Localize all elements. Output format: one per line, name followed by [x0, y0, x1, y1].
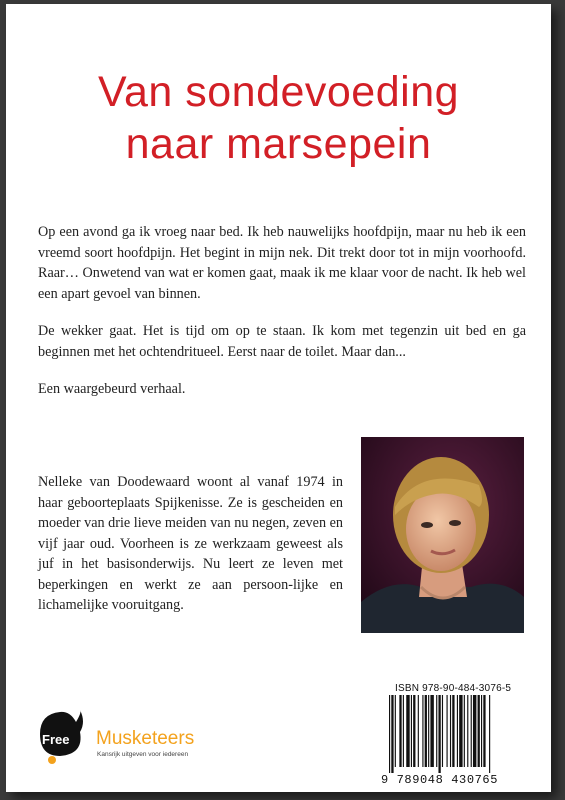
logo-free-text: Free — [42, 732, 70, 747]
title-line-1: Van sondevoeding — [97, 68, 460, 116]
barcode-bar — [467, 695, 468, 767]
barcode-bar — [425, 695, 427, 767]
barcode-bar — [471, 695, 472, 767]
barcode-bar — [395, 695, 396, 767]
barcode-bar — [406, 695, 409, 767]
barcode-bar — [428, 695, 429, 767]
logo-tagline: Kansrijk uitgeven voor iedereen — [97, 751, 189, 758]
barcode-bar — [436, 695, 437, 767]
barcode-bar — [418, 695, 419, 767]
barcode-bars — [381, 695, 529, 775]
barcode-bar — [489, 695, 490, 773]
barcode-bar — [478, 695, 480, 767]
barcode-bar — [447, 695, 448, 767]
blurb-text — [38, 222, 526, 417]
barcode-bar — [399, 695, 401, 767]
barcode-bar — [483, 695, 485, 767]
barcode-bar — [389, 695, 390, 773]
barcode-bar — [442, 695, 443, 767]
barcode-bar — [430, 695, 433, 767]
blurb-paragraph-2: De wekker gaat. Het is tijd om op te staan. Ik kom met tegenzin uit bed en ga beginnen met het ochtendritueel. Eerst naar de toilet. Maar dan... — [38, 323, 526, 360]
barcode-bar — [391, 695, 393, 773]
barcode-bar — [452, 695, 454, 767]
barcode-number: 9 789048 430765 — [381, 773, 499, 787]
barcode-bar — [413, 695, 415, 767]
blurb-paragraph-3: Een waargebeurd verhaal. — [38, 381, 186, 397]
barcode-bar — [438, 695, 440, 773]
barcode-bar — [464, 695, 465, 767]
barcode-bar — [457, 695, 458, 767]
barcode-bar — [422, 695, 423, 767]
blurb-paragraph-1: Op een avond ga ik vroeg naar bed. Ik heb nauwelijks hoofdpijn, maar nu heb ik een vreemd soort hoofdpijn. Het begint in mijn nek. Dit trekt door tot in mijn voorhoofd. Raar… Onwetend van wat er komen gaat, maak ik me klaar voor de nacht. Ik heb wel een apart gevoel van binnen. — [38, 224, 526, 302]
barcode-bar — [411, 695, 412, 767]
title-line-2: naar marsepein — [125, 120, 432, 168]
publisher-logo — [36, 708, 226, 768]
barcode-bar — [459, 695, 462, 767]
barcode-bar — [473, 695, 476, 767]
isbn-label: ISBN 978-90-484-3076-5 — [395, 683, 512, 694]
logo-musketeers-text: Musketeers — [96, 728, 195, 749]
barcode-bar — [450, 695, 451, 767]
book-title — [6, 66, 551, 170]
book-back-cover — [6, 4, 551, 792]
barcode-bar — [403, 695, 404, 767]
isbn-barcode — [381, 683, 529, 791]
author-photo — [361, 437, 524, 633]
barcode-bar — [481, 695, 482, 767]
author-bio: Nelleke van Doodewaard woont al vanaf 1974 in haar geboorteplaats Spijkenisse. Ze is gescheiden en moeder van drie lieve meiden van nu negen, zeven en vijf jaar oud. Voorheen is ze werkzaam geweest als juf in het basisonderwijs. Nu leert ze leven met beperkingen en werkt ze aan persoon-lijke en lichamelijke vooruitgang. — [38, 474, 343, 613]
